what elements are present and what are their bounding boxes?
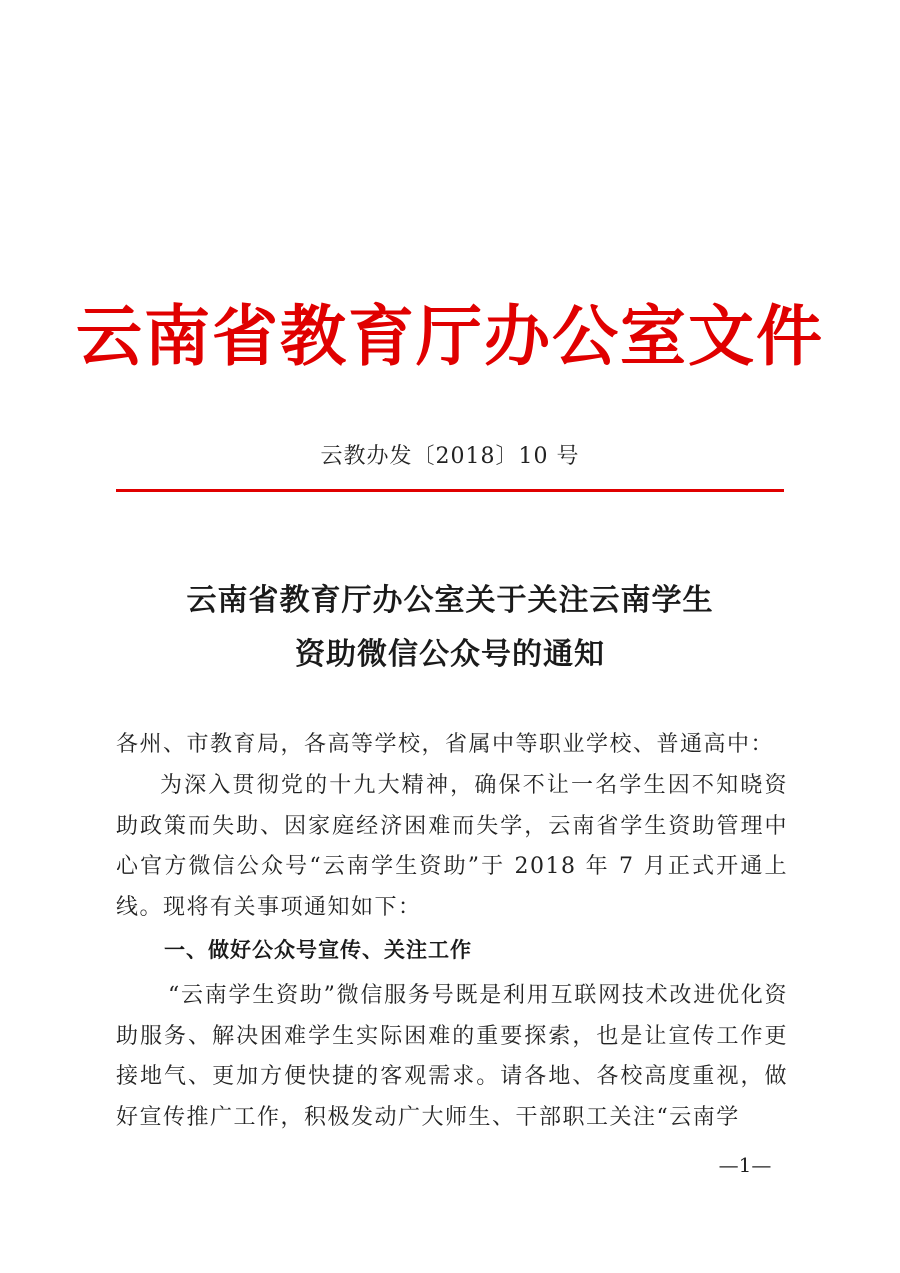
paragraph-section-1: “云南学生资助”微信服务号既是利用互联网技术改进优化资助服务、解决困难学生实际困难的重要探索，也是让宣传工作更接地气、更加方便快捷的客观需求。请各地、各校高度重视，做好宣传推广工作，积极发动广大师生、干部职工关注“云南学 — [116, 983, 788, 1130]
notice-title-line1: 云南省教育厅办公室关于关注云南学生 — [186, 583, 714, 618]
paragraph-intro: 为深入贯彻党的十九大精神，确保不让一名学生因不知晓资助政策而失助、因家庭经济困难而失学，云南省学生资助管理中心官方微信公众号“云南学生资助”于 2018 年 7 月正式开通上线。现将有关事项通知如下： — [116, 773, 788, 920]
document-number: 云教办发〔2018〕10 号 — [320, 444, 580, 469]
notice-title-line2: 资助微信公众号的通知 — [295, 637, 605, 672]
notice-title — [60, 574, 840, 682]
section-heading-1: 一、做好公众号宣传、关注工作 — [164, 938, 472, 962]
red-divider-line — [116, 489, 784, 492]
salutation: 各州、市教育局，各高等学校，省属中等职业学校、普通高中： — [116, 732, 775, 757]
page-number: —1— — [718, 1153, 772, 1177]
masthead-title: 云南省教育厅办公室文件 — [76, 297, 824, 375]
